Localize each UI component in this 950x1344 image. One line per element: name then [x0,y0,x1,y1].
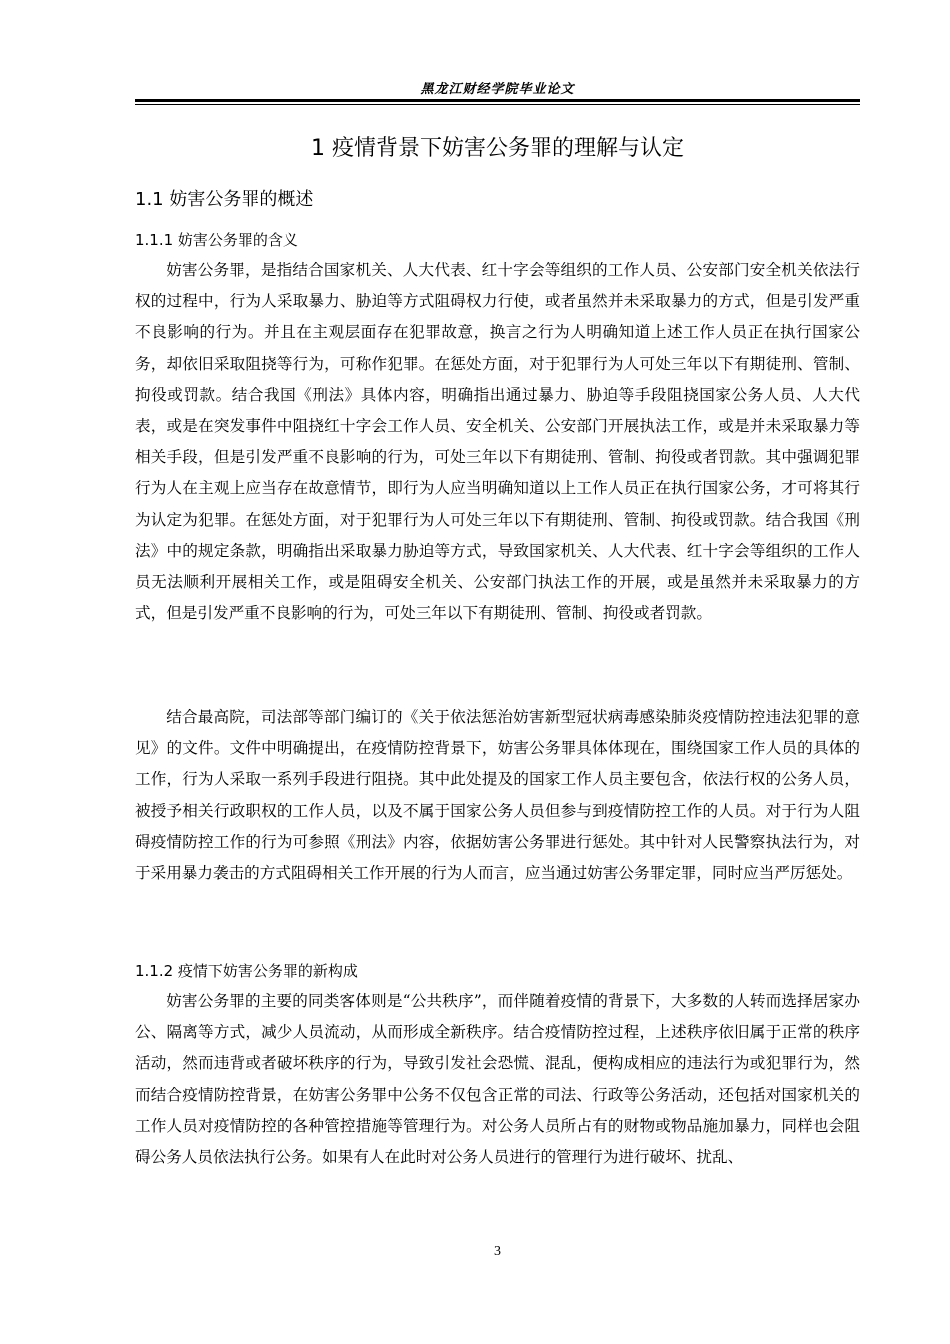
section-title-1-1: 1.1 妨害公务罪的概述 [135,189,314,210]
paragraph-opinion-document: 结合最高院，司法部等部门编订的《关于依法惩治妨害新型冠状病毒感染肺炎疫情防控违法犯罪的意见》的文件。文件中明确提出，在疫情防控背景下，妨害公务罪具体体现在，围绕国家工作人员的具体的工作，行为人采取一系列手段进行阻挠。其中此处提及的国家工作人员主要包含，依法行权的公务人员，被授予相关行政职权的工作人员，以及不属于国家公务人员但参与到疫情防控工作的人员。对于行为人阻碍疫情防控工作的行为可参照《刑法》内容，依据妨害公务罪进行惩处。其中针对人民警察执法行为，对于采用暴力袭击的方式阻碍相关工作开展的行为人而言，应当通过妨害公务罪定罪，同时应当严厉惩处。 [135,708,860,883]
paragraph-definition: 妨害公务罪，是指结合国家机关、人大代表、红十字会等组织的工作人员、公安部门安全机关依法行权的过程中，行为人采取暴力、胁迫等方式阻碍权力行使，或者虽然并未采取暴力的方式，但是引发严重不良影响的行为。并且在主观层面存在犯罪故意，换言之行为人明确知道上述工作人员正在执行国家公务，却依旧采取阻挠等行为，可称作犯罪。在惩处方面，对于犯罪行为人可处三年以下有期徒刑、管制、拘役或罚款。结合我国《刑法》具体内容，明确指出通过暴力、胁迫等手段阻挠国家公务人员、人大代表，或是在突发事件中阻挠红十字会工作人员、安全机关、公安部门开展执法工作，或是并未采取暴力等相关手段，但是引发严重不良影响的行为，可处三年以下有期徒刑、管制、拘役或者罚款。其中强调犯罪行为人在主观上应当存在故意情节，即行为人应当明确知道以上工作人员正在执行国家公务，才可将其行为认定为犯罪。在惩处方面，对于犯罪行为人可处三年以下有期徒刑、管制、拘役或罚款。结合我国《刑法》中的规定条款，明确指出采取暴力胁迫等方式，导致国家机关、人大代表、红十字会等组织的工作人员无法顺利开展相关工作，或是阻碍安全机关、公安部门执法工作的开展，或是虽然并未采取暴力的方式，但是引发严重不良影响的行为，可处三年以下有期徒刑、管制、拘役或者罚款。 [135,261,860,623]
header-rule-thick [135,99,860,102]
running-header: 黑龙江财经学院毕业论文 [420,82,575,97]
subsection-title-1-1-1: 1.1.1 妨害公务罪的含义 [135,231,298,249]
header-rule-thin [135,104,860,105]
chapter-title: 1 疫情背景下妨害公务罪的理解与认定 [311,136,684,161]
page-number: 3 [494,1244,501,1259]
paragraph-new-composition: 妨害公务罪的主要的同类客体则是“公共秩序”，而伴随着疫情的背景下，大多数的人转而选择居家办公、隔离等方式，减少人员流动，从而形成全新秩序。结合疫情防控过程，上述秩序依旧属于正常的秩序活动，然而违背或者破坏秩序的行为，导致引发社会恐慌、混乱，便构成相应的违法行为或犯罪行为，然而结合疫情防控背景，在妨害公务罪中公务不仅包含正常的司法、行政等公务活动，还包括对国家机关的工作人员对疫情防控的各种管控措施等管理行为。对公务人员所占有的财物或物品施加暴力，同样也会阻碍公务人员依法执行公务。如果有人在此时对公务人员进行的管理行为进行破坏、扰乱、 [135,992,860,1167]
subsection-title-1-1-2: 1.1.2 疫情下妨害公务罪的新构成 [135,962,358,980]
